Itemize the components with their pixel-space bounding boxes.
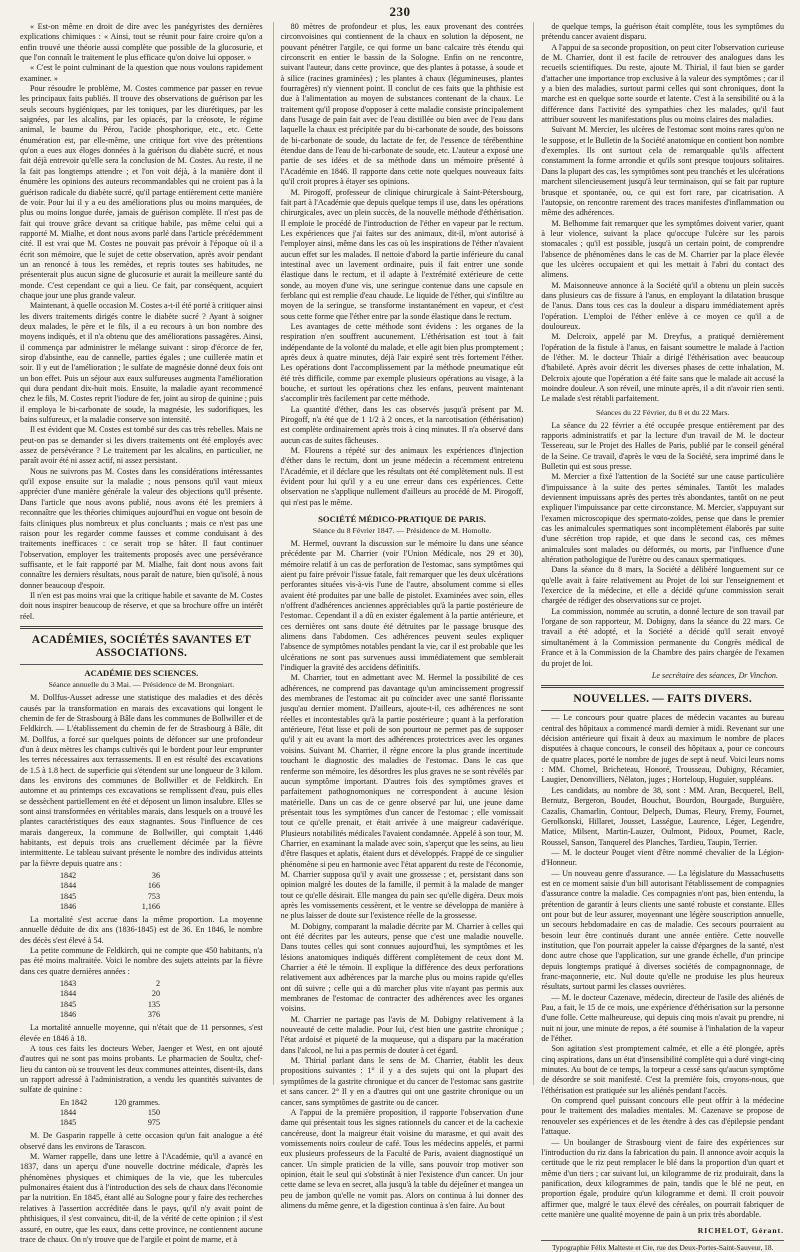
paragraph: M. Hermel, ouvrant la discussion sur le mémoire lu dans une séance précédente par M. Charrier (voir l'Union Médicale, nos 29 et 30), mémoire relatif à un cas de perforation de l'estomac, sans symptômes qui aient pu faire prévoir l'issue fatale, fait remarquer que les deux ulcérations perforantes situées vis-à-vis l'une de l'autre, absolument comme si elles avaient été produites par une balle de pistolet. Examinées avec soin, elles n'offrent d'adhérences anciennes appréciables qu'à la partie postérieure de l'estomac. Cependant il a dû en exister également à la partie antérieure, et ces dernières ont sans doute été détruites par le passage brusque des alimens dans l'abdomen. Ces adhérences peuvent seules expliquer l'absence de symptômes notables pendant la vie, car il est probable que les ulcérations ne sont pas survenues aussi immédiatement que semblerait l'indiquer la gravité des accidens définitifs.: [280, 538, 524, 673]
paragraph: M. Dollfus-Ausset adresse une statistique des maladies et des décès causés par la transformation en marais des excavations qui longent le chemin de fer de Strasbourg à Bâle dans les communes de Bollwiller et de Feldkirch. — L'établissement du chemin de fer de Strasbourg à Bâle, dit M. Dollfus, a forcé sur quelques points de défoncer sur une profondeur d'un à deux mètres les champs cultivés qui le bordent pour leur emprunter les terres nécessaires aux terrassements. Il en est résulté des excavations de 1.5 à 1.8 hect. de superficie qui s'étendent sur une longueur de 3 kilom. dans les environs des communes de Bollwiller et de Feldkirch. En automne et au printemps ces excavations se remplissent d'eau, puis elles se dessèchent partiellement en été et déposent un limon insalubre. Elles se sont ainsi transformées en véritables marais, dans lesquels on a trouvé les plantes caractéristiques des eaux stagnantes. Sous l'influence de ces marais dangereux, la commune de Bollwiller, qui comptait 1,446 habitants, est depuis trois ans cruellement décimée par la fièvre intermittente. Le tableau suivant présente le nombre des individus atteints par la fièvre depuis quatre ans :: [20, 693, 263, 868]
column-2: [273, 22, 524, 1210]
stat-year: 1846: [60, 901, 77, 911]
paragraph: — Le concours pour quatre places de médecin vacantes au bureau central des hôpitaux a commencé mardi dernier à midi. Revenant sur une décision antérieure qui fixait à deux au maximum le nombre de places disputées à chaque concours, le conseil des hôpitaux a, pour ce concours de quatre places, porté le nombre de juges de sept à neuf. Voici leurs noms : MM. Chomel, Bricheteau, Honoré, Trousseau, Dubigny, Récamier, Laugier, Denonvilliers, Nélaton, juges ; Horteloup, Huguier, suppléans.: [541, 713, 785, 785]
stat-row: [60, 989, 178, 999]
col1-quinine-text: [20, 1023, 263, 1095]
paragraph: La quantité d'éther, dans les cas observés jusqu'à présent par M. Pirogoff, n'a été que de 1 1/2 à 2 onces, et la narcotisation (éthérisation) est complète ordinairement après trois à cinq minutes. Il n'a observé dans aucun cas de suites fâcheuses.: [280, 404, 524, 445]
stat-value: 1,166: [141, 901, 160, 911]
paragraph: Dans la séance du 8 mars, la Société a délibéré longuement sur ce qu'elle avait à faire relativement au Projet de loi sur l'enseignement et l'exercice de la médecine, et elle a décidé qu'une commission serait chargée de rédiger des observations sur ce projet.: [541, 565, 785, 606]
section-rule: [541, 710, 784, 711]
stat-value: 20: [151, 989, 160, 999]
col3-society-text: [541, 22, 784, 405]
stat-value: 150: [147, 1107, 160, 1117]
paragraph: M. Belhomme fait remarquer que les symptômes doivent varier, quant à leur violence, suivant la place qu'occupe l'ulcère sur les parois stomacales ; qu'il est possible, jusqu'à un certain point, de comprendre l'absence de phénomènes dans le cas de M. Charrier par la place élevée que les ulcères occupaient et qui les mettait à l'abri du contact des alimens.: [541, 218, 785, 280]
page-number: 230: [389, 4, 411, 19]
stat-row: [60, 1098, 178, 1108]
paragraph: — M. le docteur Pouget vient d'être nommé chevalier de la Légion-d'Honneur.: [541, 847, 785, 868]
paragraph: « Est-on même en droit de dire avec les panégyristes des dernières explications chimiques : « Ainsi, tout se réunit pour faire croire qu'on a enfin trouvé une théorie aussi complète que possible de la glucosurie, et que l'on connaît le traitement le plus efficace qu'on doive lui opposer. »: [20, 22, 263, 63]
col1-mortality-text: [20, 915, 263, 977]
stat-row: [60, 1000, 178, 1010]
stat-row: [60, 1010, 178, 1020]
paragraph: M. Dobigny, comparant la maladie décrite par M. Charrier à celles qui ont été décrites par les auteurs, pense que c'est une maladie nouvelle. Dans toutes celles qui sont connues aujourd'hui, les symptômes et les lésions anatomiques indiqués diffèrent complètement de ceux dont M. Charrier a été le témoin. Il explique la différence des deux perforations relativement aux adhérences par la marche plus ou moins rapide qu'elles ont dû suivre ; celle qui a dû marcher plus vite n'ayant pas permis aux membranes de l'estomac de contracter des adhérences avec les organes voisins.: [280, 921, 524, 1014]
col1-dollfus-text: [20, 693, 263, 869]
paragraph: La petite commune de Feldkirch, qui ne compte que 450 habitants, n'a pas été moins maltraitée. Voici le nombre des sujets atteints par la fièvre dans ces quatre dernières années :: [20, 946, 263, 976]
stat-row: [60, 1108, 178, 1118]
stat-row: [60, 871, 178, 881]
col1-intro-text: [20, 22, 263, 622]
col1-warner-text: [20, 1131, 263, 1245]
stat-value: 753: [147, 891, 160, 901]
paragraph: M. De Gasparin rappelle à cette occasion qu'un fait analogue a été observé dans les environs de Tarascon.: [20, 1131, 263, 1151]
paragraph: Il est évident que M. Costes est tombé sur des cas très rebelles. Mais ne peut-on pas se demander si les divers traitements ont été employés avec assez de persévérance ? Le traitement par les alcalins, en particulier, ne paraît avoir été ni assez actif, ni assez persistant.: [20, 425, 263, 466]
stat-value: 975: [147, 1118, 160, 1128]
section-rule: [20, 626, 263, 629]
paragraph: M. Pirogoff, professeur de clinique chirurgicale à Saint-Pétersbourg, fait part à l'Académie que depuis quelque temps il use, dans les opérations chirurgicales, avec un plein succès, de la nouvelle méthode d'éthérisation. Il emploie le procédé de l'introduction de l'éther en vapeur par le rectum. Les expériences que j'ai faites sur des animaux, dit-il, m'ont autorisé à l'employer ainsi, même dans les cas où les inspirations de l'éther n'avaient aucun effet sur les malades. Il nettoie d'abord la partie inférieure du canal intestinal avec un lavement ordinaire, puis il fait entrer une sonde élastique dans le rectum, et il adapte à l'extrémité extérieure de cette sonde, au moyen d'une vis, une seringue contenue dans une capsule en ferblanc qui est remplie d'eau chaude. Le liquide de l'éther, qui s'infiltre au moyen de la seringue, se transforme instantanément en vapeur, et c'est sous cette forme que l'éther entre par la sonde élastique dans le rectum.: [280, 187, 524, 321]
paragraph: M. Flourens a répété sur des animaux les expériences d'injection d'éther dans le rectum, dont un jeune médecin a récemment entretenu l'Académie, et il déclare que les résultats ont été complètement nuls. Il est évident pour lui qu'il y a eu une erreur dans ces expériences. Cette observation ne s'applique nullement d'ailleurs au procédé de M. Pirogoff, qui n'est pas le même.: [280, 446, 524, 507]
paragraph: La mortalité annuelle moyenne, qui n'était que de 11 personnes, s'est élevée en 1846 à 18.: [20, 1023, 263, 1043]
paragraph: Pour résoudre le problème, M. Costes commence par passer en revue les principaux faits publiés. Il trouve des observations de guérison par les seuls secours hygiéniques, par les toniques, par les diurétiques, par les saignées, par les alcalins, par les opiacés, par la créosote, le régime animal, le baume du Pérou, l'acide phosphorique, etc., etc. Cette énumération est, par elle-même, une critique fort vive des prétentions qu'on a eues aux éloges données à la guérison du diabète sucré, et nous fait déjà entrevoir qu'elle sera la conclusion de M. Costes. Au reste, il ne la fait pas longtemps attendre ; et l'on voit déjà, à la manière dont il énumère les opinions des auteurs recommandables qui ne croient pas à la guérison radicale du diabète sucré, qu'il partage entièrement cette manière de voir. Pour lui il y a eu des améliorations plus ou moins marquées, de plus ou moins longue durée, jamais de guérison complète. Il n'est pas de fait qui trouve grâce devant sa critique habile, pas même celui qui a rapporté M. Mialhe, et dont nous avons parlé dans l'article précédemment cité. Il est vrai que M. Costes ne pouvait pas prévoir à l'époque où il a écrit son mémoire, que le sujet de cette observation, après avoir pendant un an renoncé à tous les remèdes, et repris toutes ses habitudes, ne présenterait plus aucun signe de glucosurie et aurait la meilleure santé du monde. C'est cependant ce qui a lieu. Ce fait, par conséquent, acquiert chaque jour une plus grande valeur.: [20, 84, 263, 300]
stat-table-quinine: [60, 1098, 263, 1129]
column-3: [533, 22, 785, 1252]
stat-row: [60, 881, 178, 891]
paragraph: Maintenant, à quelle occasion M. Costes a-t-il été porté à critiquer ainsi les divers traitements dirigés contre le diabète sucré ? Ayant à soigner deux malades, le père et le fils, il a eu recours à un bon nombre des moyens indiqués, et il n'a obtenu que des améliorations passagères. Ainsi, il commença par administrer le mélange suivant : sirop d'écorce de fer, sirop d'absinthe, eau de cannelle, parties égales ; une cuillerée matin et soir. Il y eut de l'amélioration ; le sulfate de magnésie donné deux fois ont un bon effet. Puis un séjour aux eaux sulfureuses augmenta l'amélioration qui dura pendant dix-huit mois. Ensuite, la maladie ayant recommencé chez le fils, M. Costes reprit l'iodure de fer, joint au sirop de quinine ; puis il employa le bi-carbonate de soude, la magnésie, les sudorifiques, les bains sulfureux, et la maladie conserve son intensité.: [20, 301, 263, 425]
paragraph: A l'appui de sa seconde proposition, on peut citer l'observation curieuse de M. Charrier, dont il est facile de retrouver des analogues dans les recueils scientifiques. Du reste, ajoute M. Thirial, il faut bien se garder d'attacher une importance trop exclusive à la valeur des symptômes ; car il y a bien des maladies, surtout parmi celles qui sont chroniques, dont la marche est en quelque sorte sourde et latente. C'est à la sensibilité ou à la différence dans l'activité des sympathies chez les malades, qu'il faut attribuer souvent les manifestations plus ou moins claires des maladies.: [541, 42, 785, 125]
col3-sessions-text: [541, 421, 784, 669]
stat-year: 1844: [60, 881, 77, 891]
paragraph: Son agitation s'est promptement calmée, et elle a été plongée, après cinq aspirations, dans un état d'insensibilité complète qui a duré vingt-cinq minutes. Au bout de ce temps, la torpeur a cessé sans qu'aucun symptôme de désordre se soit manifesté. C'est la première fois, croyons-nous, que l'éthérisation est pratiquée sur les aliénés pendant l'accès.: [541, 1044, 785, 1095]
secretary-signature: Le secrétaire des séances, Dr Vinchon.: [651, 670, 779, 680]
section-rule: [20, 664, 263, 665]
stat-row: [60, 979, 178, 989]
session-line: Séance annuelle du 3 Mai. — Présidence de M. Brongniart.: [48, 680, 235, 690]
paragraph: Nous ne suivrons pas M. Costes dans les considérations intéressantes qu'il expose ensuite sur la maladie ; nous pensons qu'il vaut mieux apprécier d'une manière générale la valeur des objections qu'il présente. Dans l'article que nous avons publié, nous avons été les premiers à reconnaître que les théories chimiques aujourd'hui en vogue ont besoin de faits cliniques plus nombreux et plus concluants ; mais ce n'est pas une raison pour les regarder comme fausses et comme conduisant à des traitements inefficaces : ce serait trop se hâter. Il faut continuer l'observation, employer les traitements proposés avec une persévérance suffisante, et le fait rapporté par M. Mialhe, fait dont nous avons fait connaître les derniers résultats, nous paraît de nature, bien qu'isolé, à nous donner beaucoup d'espoir.: [20, 466, 263, 590]
paragraph: La mortalité s'est accrue dans la même proportion. La moyenne annuelle déduite de dix ans (1836-1845) est de 36. En 1846, le nombre des décès s'est élevé à 54.: [20, 915, 263, 945]
col2-academy-text: [281, 22, 524, 508]
session-line: Séance du 8 Février 1847. — Présidence de M. Homolle.: [312, 526, 492, 536]
section-title-academies: ACADÉMIES, SOCIÉTÉS SAVANTES ET ASSOCIATIONS.: [31, 633, 251, 660]
stat-year: 1842: [60, 871, 77, 881]
stat-year: 1846: [60, 1009, 77, 1019]
manager-signature: RICHELOT, Gérant.: [697, 1226, 785, 1236]
text-columns: [20, 22, 785, 1252]
section-rule: [541, 685, 784, 688]
stat-year: 1845: [60, 999, 77, 1009]
stat-table-feldkirch: [60, 979, 263, 1020]
stat-row: [60, 1118, 178, 1128]
session-line: Séances du 22 Février, du 8 et du 22 Mars.: [596, 407, 730, 417]
paragraph: M. Maisonneuve annonce à la Société qu'il a obtenu un plein succès dans plusieurs cas de fissure à l'anus, en employant la dilatation brusque de l'anus. Dans tous ces cas la douleur a disparu immédiatement après l'opération. L'emploi de l'éther enlève à ce moyen ce qu'il a de douloureux.: [541, 280, 785, 331]
stat-table-bollwiller: [60, 871, 263, 912]
paragraph: A tous ces faits les docteurs Weber, Jaenger et West, en ont ajouté d'autres qui ne sont pas moins probants. Le pharmacien de Soultz, chef-lieu du canton où se trouvent les deux communes atteintes, disent-ils, dans un rapport adressé à l'administration, a vendu les quantités suivantes de sulfate de quinine :: [20, 1043, 263, 1095]
paragraph: M. Warner rappelle, dans une lettre à l'Académie, qu'il a avancé en 1837, dans un aperçu d'une nouvelle doctrine médicale, d'après les phénomènes physiques et chimiques de la vie, que les tubercules pulmonaires étaient dus à l'introduction des sels de chaux dans l'économie par la nutrition. En 1845, étant allé au Sologne pour y faire des recherches relatives à l'assertion accréditée dans le pays, qu'il n'y avait point de phthisiques, il s'est convaincu, dit-il, de la vérité de cette opinion ; il s'est assuré, en outre, que les eaux, dans cette province, ne contiennent aucune trace de chaux. On n'y trouve que de l'argile et point de marne, et à: [20, 1152, 263, 1244]
col2-society-text: [281, 539, 524, 1211]
stat-value: 376: [147, 1009, 160, 1019]
stat-year: 1843: [60, 979, 77, 989]
paragraph: Les avantages de cette méthode sont évidens : les organes de la respiration n'en souffrent aucunement. L'éthérisation est tout à fait indépendante de la volonté du malade, et elle agit bien plus promptement ; après deux à quatre minutes, déjà l'air expiré sent très fortement l'éther. Les opérations dont l'accomplissement par la méthode pneumatique eût été très difficile, comme par exemple plusieurs opérations au visage, à la bouche, et surtout les opérations chez les enfans, peuvent maintenant s'accomplir très facilement par cette méthode.: [280, 321, 524, 404]
paragraph: M. Thirial parlant dans le sens de M. Charrier, établit les deux propositions suivantes : 1° il y a des sujets qui ont la plupart des symptômes de la gastrite chronique et du cancer de l'estomac sans gastrite et sans cancer. 2° Il y en a d'autres qui ont une gastrite chronique ou un cancer, sans symptômes de gastrite ou de cancer.: [280, 1056, 524, 1107]
paragraph: La commission, nommée au scrutin, a donné lecture de son travail par l'organe de son rapporteur, M. Dobigny, dans la séance du 22 mars. Ce travail a été adopté, et la Société a décidé qu'il serait envoyé simultanément à la Commission permanente du Congrès médical de France et à la Commission de la Chambre des pairs chargée de l'examen du projet de loi.: [541, 606, 785, 668]
printer-imprint: Typographie Félix Malteste et Cie, rue des Deux-Portes-Saint-Sauveur, 18.: [551, 1242, 774, 1252]
stat-year: 1844: [60, 989, 77, 999]
col3-news-text: [541, 713, 784, 1220]
stat-row: [60, 892, 178, 902]
paragraph: M. Charrier ne partage pas l'avis de M. Dobigny relativement à la nouveauté de cette maladie. Pour lui, c'est bien une gastrite chronique ; l'état ardoisé et piqueté de la muqueuse, qui a disparu par la macération dans l'alcool, ne lui a pas permis de douter à cet égard.: [280, 1014, 524, 1055]
stat-value: 166: [147, 881, 160, 891]
stat-value: 135: [147, 999, 160, 1009]
paragraph: On comprend quel puissant concours elle peut offrir à la médecine pour le traitement des maladies mentales. M. Cazenave se propose de renouveler ses expériences et de les étendre à des cas d'épilepsie pendant l'attaque.: [541, 1096, 785, 1137]
stat-row: [60, 902, 178, 912]
stat-value: 2: [155, 979, 160, 989]
paragraph: 80 mètres de profondeur et plus, les eaux provenant des contrées circonvoisines qui contiennent de la chaux en solution la déposent, ne pouvant pénétrer l'argile, ce qui forme un banc calcaire très étendu qui circonscrit en entier le bassin de la Sologne. Enfin on ne rencontre, suivant l'auteur, dans cette province, que des plantes à potasse, à soude et à silice (racines graminées) ; les plantes à chaux (légumineuses, plantes fourragères) n'y viennent point. Il conclut de ces faits que la phthisie est due à l'alimentation au moyen de substances contenant de la chaux. Le traitement qu'il propose d'opposer à cette maladie consiste principalement dans l'usage de pain fait avec de l'eau distillée ou bien avec de l'eau dans laquelle la chaux est précipitée par du bi-carbonate de soude, des boissons de bi-carbonate de soude, du lactate de fer, de l'essence de térébenthine étendue dans de l'eau de bi-carbonate de soude, etc. L'auteur a exposé une partie de ses idées et de sa méthode dans un mémoire présenté à l'Académie en 1846. Il rapporte dans cette note quelques nouveaux faits qu'il croit propres à étayer ses opinions.: [280, 22, 524, 187]
paragraph: M. Delcroix, appelé par M. Dreyfus, a pratiqué dernièrement l'opération de la fistule à l'anus, en faisant soumettre le malade à l'action de l'éther. M. le docteur Thiaîr a dirigé l'éthérisation avec beaucoup d'habileté. Après avoir décrit les diverses phases de cette inhalation, M. Delcroix ajoute que l'opération a été faite sans que le malade ait accusé la moindre douleur. A son réveil, une minute après, il a dit n'avoir rien senti. Le malade s'est rétabli parfaitement.: [541, 332, 785, 404]
paragraph: La séance du 22 février a été occupée presque entièrement par des rapports administratifs et par la lecture d'un travail de M. le docteur Tessereau, sur le Projet des Halles de Paris, publié par le conseil général de la Seine. Ce travail, d'après le vœu de la Société, sera imprimé dans le Bulletin qui est sous presse.: [541, 420, 785, 471]
paragraph: Il n'en est pas moins vrai que la critique habile et savante de M. Costes doit nous inspirer beaucoup de réserve, et que sa brochure offre un intérêt réel.: [20, 590, 263, 621]
subhead-societe-medico-pratique: SOCIÉTÉ MÉDICO-PRATIQUE DE PARIS.: [318, 514, 486, 525]
stat-year: 1845: [60, 891, 77, 901]
stat-value: 36: [151, 871, 160, 881]
paragraph: M. Mercier a fixé l'attention de la Société sur une cause particulière d'impuissance à la suite des pertes séminales. Tantôt les malades deviennent impuissans après des pertes très abondantes, tantôt on ne peut expliquer l'impuissance par cette circonstance. M. Mercier, s'appuyant sur l'examen microscopique des spermato-zoïdes, pense que dans le premier cas les animalcules spermatiques sont incomplètement élaborés par suite d'une sécrétion trop rapide, et que dans le second cas, ces mêmes animalcules sont malades ou déformés, ou morts, par l'influence d'une altération pathologique de l'urètre ou des canaux spermatiques.: [541, 472, 785, 565]
paragraph: — Un boulanger de Strasbourg vient de faire des expériences sur l'introduction du riz dans la fabrication du pain. Il annonce avoir acquis la certitude que le riz peut remplacer le blé dans la proportion d'un quart et même d'un tiers ; car suivant lui, un kilogramme de riz produirait, dans la panification, deux kilogrammes de pain, tandis que le blé ne peut, en proportion égale, produire qu'un kilogramme et demi. Il croit pouvoir affirmer que, malgré le taux élevé des céréales, on pourrait fabriquer de cette manière une qualité moyenne de pain à un prix très abordable.: [541, 1137, 785, 1219]
paragraph: A l'appui de la première proposition, il rapporte l'observation d'une dame qui présentait tous les signes rationnels du cancer et de la cachexie cancéreuse, dont la maigreur était voisine du marasme, et qui avait des vomissements noirs couleur de café. Tous les médecins appelés, et parmi eux plusieurs professeurs de la Faculté de Paris, avaient diagnostiqué un cancer. Un simple praticien de la ville, sans pouvoir trop motiver son opinion, était le seul qui s'obstinât à nier l'existence d'un cancer. Un jour cette dame se leva en secret, alla jusqu'à la table du déjeûner et mangea un peu de jambon qu'elle ne vomit pas. Alors on continua à lui donner des alimens du même genre, et la digestion continua à s'en faire. Au bout: [280, 1107, 524, 1210]
paragraph: « C'est le point culminant de la question que nous voulons rapidement examiner. »: [20, 63, 263, 83]
footer-rule: [541, 1240, 784, 1241]
paragraph: — M. le docteur Cazenave, médecin, directeur de l'asile des aliénés de Pau, a fait, le 15 de ce mois, une expérience d'éthérisation sur la personne d'une folle. Cette malheureuse, qui depuis cinq mois n'avait pu prendre, ni nuit ni jour, une minute de repos, a été soumise à l'inhalation de la vapeur de l'éther.: [541, 992, 785, 1044]
paragraph: Les candidats, au nombre de 38, sont : MM. Aran, Becquerel, Bell, Bernutz, Bergeron, Boudet, Bouchut, Bourdon, Bourgade, Burguière, Cazalis, Chamarlin, Contour, Delpech, Dumas, Fleury, Fremy, Fournet, Gerolkonski, Hillaret, Jousset, Lasségue, Laurence, Léger, Legendre, Matice, Milsent, Martin-Lauzer, Oulmont, Pidoux, Poumet, Racle, Roussel, Sanson, Tanquerel des Planches, Tardieu, Taupin, Terrier.: [541, 785, 785, 847]
column-1: [20, 22, 263, 1244]
subhead-academie-sciences: ACADÉMIE DES SCIENCES.: [84, 668, 199, 679]
stat-year: En 1842: [60, 1097, 88, 1107]
stat-year: 1844: [60, 1107, 77, 1117]
paragraph: Suivant M. Mercier, les ulcères de l'estomac sont moins rares qu'on ne le suppose, et le Bulletin de la Société anatomique en contient bon nombre d'exemples. Ils ont surtout cela de remarquable qu'ils affectent constamment la forme arrondie et qu'ils sont presque toujours solitaires. Dans la plupart des cas, les symptômes sont peu tranchés et les ulcérations marchent silencieusement jusqu'à leur terminaison, qui se fait par rupture brusque et spontanée, ou, ce qui est fort rare, par cicatrisation. A l'autopsie, on rencontre rarement des traces manifestes d'inflammation ou même des adhérences.: [541, 125, 785, 218]
stat-value: 120 grammes.: [114, 1097, 160, 1107]
paragraph: — Un nouveau genre d'assurance. — La législature du Massachusetts est en ce moment saisie d'un bill autorisant l'établissement de compagnies d'assurance contre la maladie. Ces compagnies n'ont pas, bien entendu, la prétention de garantir à leurs clients une santé robuste et constante. Elles ont pour but de leur assurer, moyennant une légère souscription annuelle, un secours hebdomadaire en cas de maladie. Ces secours pourraient au besoin leur être continués durant une année entière. Cette nouvelle institution, que l'on pourrait appeler la caisse d'épargnes de la santé, n'est donc autre chose que l'application, sur une grande échelle, d'un principe depuis longtemps pratiqué à diverses sociétés de compagnonnage, de franc-maçonnerie, etc. Nul doute qu'elle ne produise les plus heureux résultats, surtout parmi les classes ouvrières.: [541, 868, 785, 992]
section-title-nouvelles: NOUVELLES. — FAITS DIVERS.: [573, 693, 752, 706]
stat-year: 1845: [60, 1118, 77, 1128]
paragraph: M. Charrier, tout en admettant avec M. Hermel la possibilité de ces adhérences, ne comprend pas davantage qu'un amincissement progressif des membranes de l'estomac ait pu coïncider avec une santé florissante jusqu'au dernier moment. D'ailleurs, ajoute-t-il, ces adhérences ne sont réelles et incontestables qu'à la partie postérieure ; quant à la perforation antérieure, l'état lisse et poli de son pourtour ne permet pas de supposer qu'il y ait eu avant la mort des adhérences protectrices avec les organes voisins. Suivant M. Charrier, il règne encore la plus grande incertitude touchant le diagnostic des maladies de l'estomac. Dans le cas que renferme son mémoire, les désordres les plus graves ne se sont révélés par aucun symptôme important. D'autres fois des symptômes graves et parfaitement pathognomoniques ne correspondent à aucune lésion matérielle. Dans un cas de ce genre observé par lui, une jeune dame présentait tous les symptômes d'un cancer de l'estomac ; elle vomissait tout ce qu'elle prenait, et était arrivée à une maigreur cadavérique. Plusieurs notabilités médicales l'avaient condamnée. Appelé à son tour, M. Charrier, en examinant la malade avec soin, s'aperçut que les seins, au lieu d'être flasques et aplatis, étaient durs et développés. Frappé de ce singulier phénomène si peu en harmonie avec l'état apparent du reste de l'économie, M. Charrier supposa qu'il y avait une grossesse ; et, persistant dans son opinion malgré les doutes de la famille, il permit à la malade de manger tout ce qu'elle désirait. Elle mangea du pain sec qu'elle digéra. Deux mois après les vomissements cessèrent, et le ventre se développa de manière à ne plus laisser de doute sur l'existence réelle de la grossesse.: [280, 673, 524, 921]
paragraph: de quelque temps, la guérison était complète, tous les symptômes du prétendu cancer avaient disparu.: [541, 22, 785, 42]
